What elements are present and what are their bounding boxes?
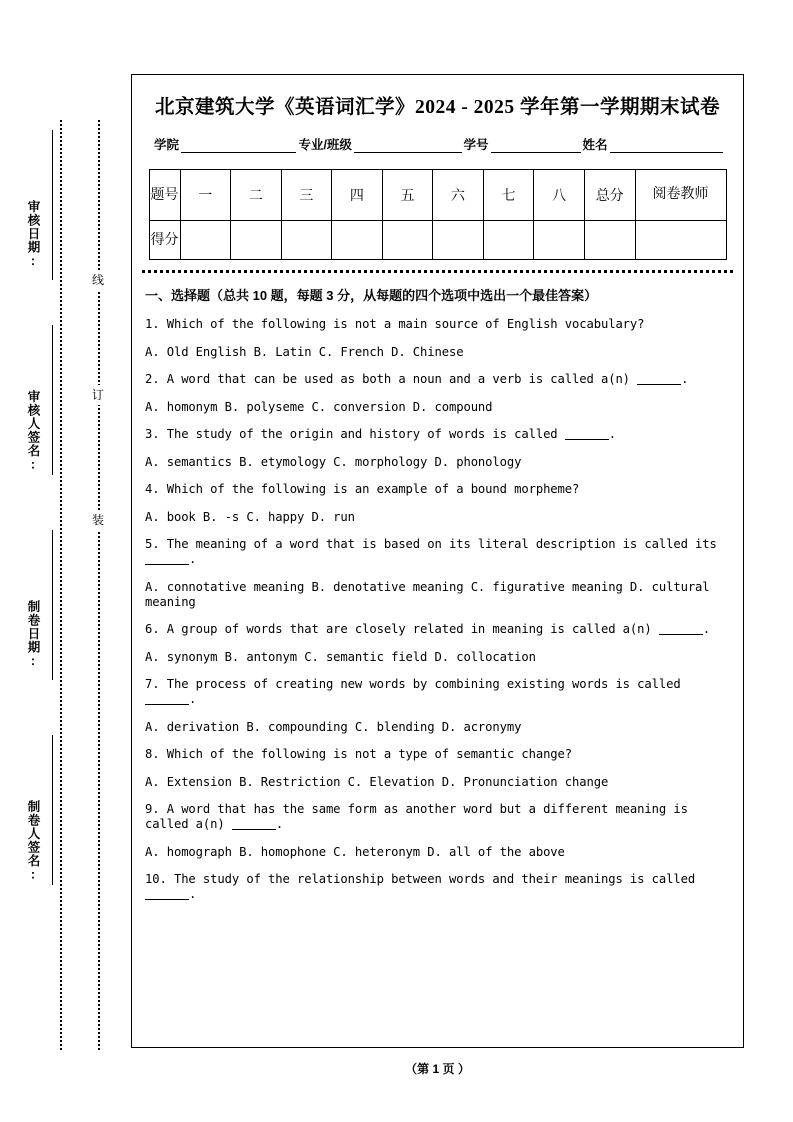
question-3-options: A. semantics B. etymology C. morphology D. phonology: [145, 454, 522, 469]
question-5-stem: [145, 537, 730, 567]
question-2-stem-pre: 2. A word that can be used as both a noun and a verb is called a(n): [145, 372, 638, 386]
score-table-row-label-question: 题号: [149, 170, 180, 221]
question-5-answer-blank[interactable]: [145, 564, 189, 565]
seal-dotted-line-outer: [60, 120, 62, 1050]
seal-word-xian: 线: [88, 270, 108, 290]
score-cell-7[interactable]: [483, 221, 534, 260]
score-col-grader: 阅卷教师: [635, 170, 726, 221]
question-3-answer-blank[interactable]: [565, 439, 609, 440]
score-col-2: 二: [231, 170, 282, 221]
score-col-6: 六: [433, 170, 484, 221]
question-7-stem-pre: 7. The process of creating new words by combining existing words is called: [145, 677, 681, 691]
score-col-7: 七: [483, 170, 534, 221]
question-5-options: A. connotative meaning B. denotative meaning C. figurative meaning D. cultural meaning: [145, 579, 710, 609]
question-9-options: A. homograph B. homophone C. heteronym D. all of the above: [145, 844, 565, 859]
major-label: 专业/班级: [298, 138, 352, 152]
score-table-wrapper: [149, 169, 727, 260]
score-cell-1[interactable]: [180, 221, 231, 260]
table-row-question-numbers: [149, 170, 726, 221]
score-table-row-label-score: 得分: [149, 221, 180, 260]
question-6-options: A. synonym B. antonym C. semantic field D. collocation: [145, 649, 536, 664]
college-input[interactable]: [181, 139, 296, 153]
question-5-stem-post: .: [189, 552, 197, 566]
table-row-scores: [149, 221, 726, 260]
dotted-separator: [142, 270, 733, 273]
score-col-4: 四: [332, 170, 383, 221]
score-cell-grader[interactable]: [635, 221, 726, 260]
score-cell-2[interactable]: [231, 221, 282, 260]
score-cell-total[interactable]: [584, 221, 635, 260]
question-5-stem-pre: 5. The meaning of a word that is based on its literal description is called its: [145, 537, 717, 551]
question-8-stem: 8. Which of the following is not a type of semantic change?: [145, 747, 573, 761]
student-id-input[interactable]: [491, 139, 581, 153]
question-4-options: A. book B. -s C. happy D. run: [145, 509, 355, 524]
question-2-answer-blank[interactable]: [637, 384, 681, 385]
question-7-answer-blank[interactable]: [145, 704, 189, 705]
seal-word-ding: 订: [88, 385, 108, 405]
score-col-total: 总分: [584, 170, 635, 221]
major-input[interactable]: [354, 139, 462, 153]
question-body: [145, 285, 730, 902]
question-10-stem-post: .: [189, 887, 197, 901]
page-footer: （第 1 页 ）: [405, 1062, 470, 1076]
paper-maker-signature-label: 制卷人签名:: [26, 800, 40, 883]
section-heading-1: 一、选择题（总共 10 题，每题 3 分，从每题的四个选项中选出一个最佳答案）: [145, 288, 598, 303]
question-9-stem: [145, 802, 730, 832]
seal-dotted-line-inner: [98, 120, 100, 1050]
page-title: 北京建筑大学《英语词汇学》2024 - 2025 学年第一学期期末试卷: [154, 97, 721, 118]
question-2-stem: [145, 372, 730, 387]
score-cell-6[interactable]: [433, 221, 484, 260]
score-col-3: 三: [281, 170, 332, 221]
paper-made-date-label: 制卷日期:: [26, 600, 40, 669]
question-9-stem-pre: 9. A word that has the same form as another word but a different meaning is called a(n): [145, 802, 688, 831]
exam-paper-body: [131, 74, 744, 1048]
question-3-stem-post: .: [608, 427, 617, 441]
question-3-stem-pre: 3. The study of the origin and history of words is called: [145, 427, 565, 441]
question-1-options: A. Old English B. Latin C. French D. Chinese: [145, 344, 464, 359]
seal-word-zhuang: 装: [88, 510, 108, 530]
question-3-stem: [145, 427, 730, 442]
score-cell-4[interactable]: [332, 221, 383, 260]
question-6-answer-blank[interactable]: [659, 634, 703, 635]
question-8-options: A. Extension B. Restriction C. Elevation D. Pronunciation change: [145, 774, 609, 789]
score-table: [149, 169, 727, 260]
reviewer-signature-label: 审核人签名:: [26, 390, 40, 473]
score-cell-5[interactable]: [382, 221, 433, 260]
question-7-stem: [145, 677, 730, 707]
question-2-stem-post: .: [681, 372, 689, 386]
score-col-8: 八: [534, 170, 585, 221]
question-7-options: A. derivation B. compounding C. blending D. acronymy: [145, 719, 522, 734]
student-info-line: [154, 135, 725, 153]
student-id-label: 学号: [463, 138, 489, 152]
question-6-stem-post: .: [702, 622, 711, 636]
sealing-line-zone: [0, 120, 125, 1050]
question-9-stem-post: .: [275, 817, 284, 831]
question-4-stem: 4. Which of the following is an example of a bound morpheme?: [145, 482, 580, 496]
question-6-stem: [145, 622, 730, 637]
name-label: 姓名: [582, 138, 608, 152]
question-10-stem: [145, 872, 730, 902]
question-6-stem-pre: 6. A group of words that are closely related in meaning is called a(n): [145, 622, 659, 636]
question-7-stem-post: .: [189, 692, 197, 706]
question-2-options: A. homonym B. polyseme C. conversion D. compound: [145, 399, 493, 414]
question-10-stem-pre: 10. The study of the relationship between words and their meanings is called: [145, 872, 696, 886]
score-col-5: 五: [382, 170, 433, 221]
score-col-1: 一: [180, 170, 231, 221]
name-input[interactable]: [610, 139, 723, 153]
question-1-stem: 1. Which of the following is not a main source of English vocabulary?: [145, 317, 645, 331]
score-cell-3[interactable]: [281, 221, 332, 260]
question-9-answer-blank[interactable]: [232, 829, 276, 830]
score-cell-8[interactable]: [534, 221, 585, 260]
college-label: 学院: [154, 138, 180, 152]
paper-made-date-rule: [52, 530, 53, 680]
review-date-rule: [52, 130, 53, 280]
review-date-label: 审核日期:: [26, 200, 40, 269]
reviewer-signature-rule: [52, 325, 53, 475]
paper-maker-signature-rule: [52, 735, 53, 885]
question-10-answer-blank[interactable]: [145, 899, 189, 900]
